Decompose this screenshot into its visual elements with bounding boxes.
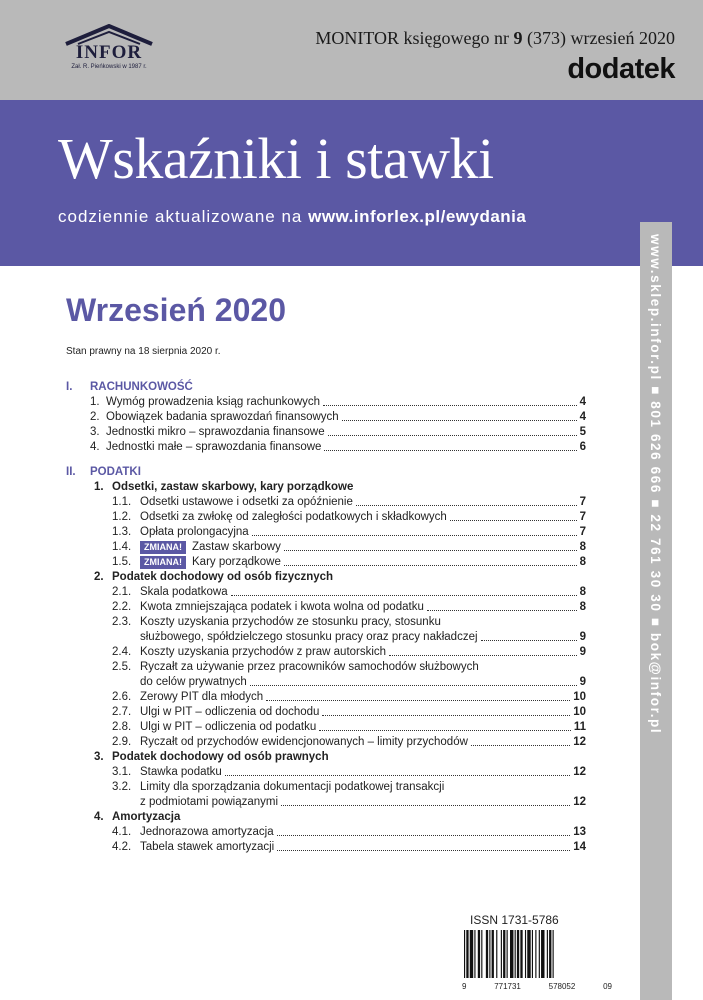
entry-title: Kary porządkowe — [192, 556, 281, 568]
entry-page: 10 — [573, 706, 586, 718]
entry-page: 10 — [573, 691, 586, 703]
entry-title: Kwota zmniejszająca podatek i kwota wolna od podatku — [140, 601, 424, 613]
leader-dots — [250, 685, 577, 686]
entry-number: 2.9. — [112, 736, 132, 748]
entry-title: Ulgi w PIT – odliczenia od dochodu — [140, 706, 320, 718]
toc-entry[interactable] — [66, 585, 586, 600]
entry-page: 4 — [579, 396, 586, 408]
entry-title: Ryczałt od przychodów ewidencjonowanych – limity przychodów — [140, 736, 468, 748]
subsection-number: 1. — [94, 481, 104, 493]
leader-dots — [231, 595, 577, 596]
entry-title: służbowego, spółdzielczego stosunku pracy oraz pracy nakładczej — [140, 631, 478, 643]
subsection-number: 4. — [94, 811, 104, 823]
barcode-bar — [503, 930, 505, 978]
leader-dots — [319, 730, 571, 731]
leader-dots — [284, 550, 577, 551]
table-of-contents — [66, 378, 586, 855]
entry-title: Opłata prolongacyjna — [140, 526, 249, 538]
entry-page: 12 — [573, 766, 586, 778]
entry-page: 9 — [579, 646, 586, 658]
entry-title: Tabela stawek amortyzacji — [140, 841, 275, 853]
toc-subsection — [66, 750, 586, 765]
barcode-bar — [510, 930, 513, 978]
contact-text: www.sklep.infor.pl ■ 801 626 666 ■ 22 761 30 30 ■ bok@infor.pl — [648, 234, 663, 735]
monitor-prefix: MONITOR księgowego nr — [315, 28, 514, 48]
issue-info — [315, 28, 675, 49]
entry-page: 11 — [573, 721, 586, 733]
leader-dots — [323, 405, 577, 406]
entry-number: 3.2. — [112, 781, 132, 793]
toc-entry[interactable] — [66, 780, 586, 810]
entry-page: 6 — [579, 441, 586, 453]
toc-entry[interactable] — [66, 765, 586, 780]
leader-dots — [277, 850, 570, 851]
toc-section — [66, 380, 586, 395]
entry-title: Jednorazowa amortyzacja — [140, 826, 274, 838]
change-badge: ZMIANA! — [140, 556, 186, 569]
leader-dots — [281, 805, 570, 806]
barcode-bar — [517, 930, 519, 978]
toc-subsection — [66, 570, 586, 585]
entry-page: 8 — [579, 586, 586, 598]
toc-entry[interactable] — [66, 495, 586, 510]
entry-page: 12 — [573, 736, 586, 748]
subtitle-prefix: codziennie aktualizowane na — [58, 207, 309, 226]
barcode-bar — [541, 930, 544, 978]
toc-entry[interactable] — [66, 395, 586, 410]
entry-page: 12 — [573, 796, 586, 808]
entry-page: 5 — [579, 426, 586, 438]
logo-text: INFOR — [75, 42, 143, 63]
leader-dots — [356, 505, 577, 506]
entry-page: 7 — [579, 511, 586, 523]
barcode-bar — [496, 930, 497, 978]
entry-page: 7 — [579, 526, 586, 538]
toc-entry[interactable] — [66, 525, 586, 540]
entry-title: Skala podatkowa — [140, 586, 228, 598]
entry-number: 1.2. — [112, 511, 132, 523]
subsection-title: Podatek dochodowy od osób fizycznych — [112, 571, 334, 583]
entry-number: 1.1. — [112, 496, 132, 508]
infor-logo — [62, 24, 156, 74]
contact-sidebar — [640, 222, 672, 1000]
legal-state: Stan prawny na 18 sierpnia 2020 r. — [66, 346, 221, 357]
toc-section — [66, 465, 586, 480]
entry-number: 1.4. — [112, 541, 132, 553]
leader-dots — [322, 715, 570, 716]
issue-number: 9 — [513, 28, 523, 48]
toc-subsection — [66, 810, 586, 825]
barcode-bar — [478, 930, 480, 978]
subsection-title: Podatek dochodowy od osób prawnych — [112, 751, 329, 763]
subsection-title: Amortyzacja — [112, 811, 181, 823]
barcode-bar — [466, 930, 468, 978]
toc-entry[interactable] — [66, 600, 586, 615]
barcode-digit-group: 9 — [462, 982, 467, 991]
barcode-bar — [520, 930, 522, 978]
toc-entry[interactable] — [66, 425, 586, 440]
publication-title: Wskaźniki i stawki — [58, 126, 494, 191]
barcode-bar — [539, 930, 540, 978]
entry-number: 1.3. — [112, 526, 132, 538]
barcode-bar — [481, 930, 482, 978]
barcode-bar — [547, 930, 548, 978]
toc-entry[interactable] — [66, 510, 586, 525]
barcode-bar — [549, 930, 551, 978]
barcode-bar — [486, 930, 488, 978]
entry-number: 4.1. — [112, 826, 132, 838]
entry-number: 2.4. — [112, 646, 132, 658]
toc-entry[interactable] — [66, 540, 586, 555]
entry-number: 2.5. — [112, 661, 132, 673]
entry-number: 4.2. — [112, 841, 132, 853]
barcode-digits — [462, 982, 612, 991]
leader-dots — [427, 610, 577, 611]
leader-dots — [481, 640, 577, 641]
barcode-bar — [532, 930, 533, 978]
toc-entry[interactable] — [66, 440, 586, 455]
entry-title: do celów prywatnych — [140, 676, 247, 688]
entry-number: 1.5. — [112, 556, 132, 568]
entry-title: Jednostki mikro – sprawozdania finansowe — [106, 426, 325, 438]
entry-page: 8 — [579, 556, 586, 568]
toc-entry[interactable] — [66, 410, 586, 425]
logo-subtext: Zał. R. Pieńkowski w 1987 r. — [71, 64, 147, 70]
leader-dots — [252, 535, 577, 536]
entry-number: 2.2. — [112, 601, 132, 613]
entry-title: Odsetki za zwłokę od zaległości podatkowych i składkowych — [140, 511, 447, 523]
change-badge: ZMIANA! — [140, 541, 186, 554]
entry-number: 2.1. — [112, 586, 132, 598]
entry-page: 9 — [579, 631, 586, 643]
entry-title: Obowiązek badania sprawozdań finansowych — [106, 411, 339, 423]
barcode-bar — [501, 930, 502, 978]
supplement-label: dodatek — [567, 53, 675, 85]
entry-number: 2.8. — [112, 721, 132, 733]
leader-dots — [328, 435, 577, 436]
toc-entry[interactable] — [66, 825, 586, 840]
toc-entry[interactable] — [66, 690, 586, 705]
subsection-title: Odsetki, zastaw skarbowy, kary porządkowe — [112, 481, 354, 493]
top-bar — [0, 0, 703, 100]
entry-number: 2.3. — [112, 616, 132, 628]
publication-subtitle — [58, 207, 526, 227]
leader-dots — [389, 655, 577, 656]
entry-title: Zastaw skarbowy — [192, 541, 281, 553]
entry-page: 8 — [579, 541, 586, 553]
barcode-bar — [535, 930, 536, 978]
entry-page: 14 — [573, 841, 586, 853]
barcode-bar — [492, 930, 494, 978]
entry-page: 13 — [573, 826, 586, 838]
toc-entry[interactable] — [66, 660, 586, 690]
toc-entry[interactable] — [66, 645, 586, 660]
subtitle-url: www.inforlex.pl/ewydania — [308, 207, 527, 226]
barcode-bar — [474, 930, 475, 978]
barcode-bar — [525, 930, 526, 978]
entry-title-line: Ryczałt za używanie przez pracowników samochodów służbowych — [140, 661, 479, 673]
entry-number: 2. — [90, 411, 100, 423]
barcode-bar — [489, 930, 490, 978]
section-title: RACHUNKOWOŚĆ — [90, 381, 193, 393]
month-heading: Wrzesień 2020 — [66, 292, 286, 328]
barcode-bar — [470, 930, 473, 978]
leader-dots — [324, 450, 576, 451]
entry-title: Jednostki małe – sprawozdania finansowe — [106, 441, 322, 453]
barcode-bar — [553, 930, 554, 978]
entry-title: Odsetki ustawowe i odsetki za opóźnienie — [140, 496, 353, 508]
toc-subsection — [66, 480, 586, 495]
entry-number: 1. — [90, 396, 100, 408]
leader-dots — [471, 745, 570, 746]
barcode — [462, 930, 612, 978]
barcode-bar — [507, 930, 508, 978]
subsection-number: 3. — [94, 751, 104, 763]
entry-page: 4 — [579, 411, 586, 423]
toc-entry[interactable] — [66, 705, 586, 720]
entry-title: Ulgi w PIT – odliczenia od podatku — [140, 721, 317, 733]
toc-entry[interactable] — [66, 555, 586, 570]
leader-dots — [342, 420, 577, 421]
entry-title-line: Koszty uzyskania przychodów ze stosunku pracy, stosunku — [140, 616, 441, 628]
entry-page: 7 — [579, 496, 586, 508]
entry-title: Wymóg prowadzenia ksiąg rachunkowych — [106, 396, 321, 408]
entry-title: z podmiotami powiązanymi — [140, 796, 279, 808]
entry-page: 9 — [579, 676, 586, 688]
toc-entry[interactable] — [66, 840, 586, 855]
entry-number: 4. — [90, 441, 100, 453]
toc-entry[interactable] — [66, 735, 586, 750]
leader-dots — [284, 565, 577, 566]
barcode-bar — [515, 930, 516, 978]
barcode-digit-group: 771731 — [494, 982, 521, 991]
toc-entry[interactable] — [66, 720, 586, 735]
barcode-digit-group: 578052 — [548, 982, 576, 991]
entry-page: 8 — [579, 601, 586, 613]
subsection-number: 2. — [94, 571, 104, 583]
entry-number: 3. — [90, 426, 100, 438]
issn-number: ISSN 1731-5786 — [470, 913, 559, 927]
entry-title-line: Limity dla sporządzania dokumentacji podatkowej transakcji — [140, 781, 445, 793]
barcode-digit-group: 09 — [603, 982, 612, 991]
monitor-suffix: (373) wrzesień 2020 — [522, 28, 675, 48]
entry-number: 2.7. — [112, 706, 132, 718]
barcode-bar — [464, 930, 465, 978]
leader-dots — [266, 700, 570, 701]
barcode-bar — [527, 930, 530, 978]
leader-dots — [225, 775, 570, 776]
entry-title: Koszty uzyskania przychodów z praw autorskich — [140, 646, 387, 658]
leader-dots — [450, 520, 577, 521]
section-title: PODATKI — [90, 466, 141, 478]
section-number: I. — [66, 381, 73, 393]
entry-title: Stawka podatku — [140, 766, 222, 778]
entry-number: 3.1. — [112, 766, 132, 778]
entry-number: 2.6. — [112, 691, 132, 703]
toc-entry[interactable] — [66, 615, 586, 645]
section-number: II. — [66, 466, 76, 478]
leader-dots — [277, 835, 571, 836]
entry-title: Zerowy PIT dla młodych — [140, 691, 264, 703]
